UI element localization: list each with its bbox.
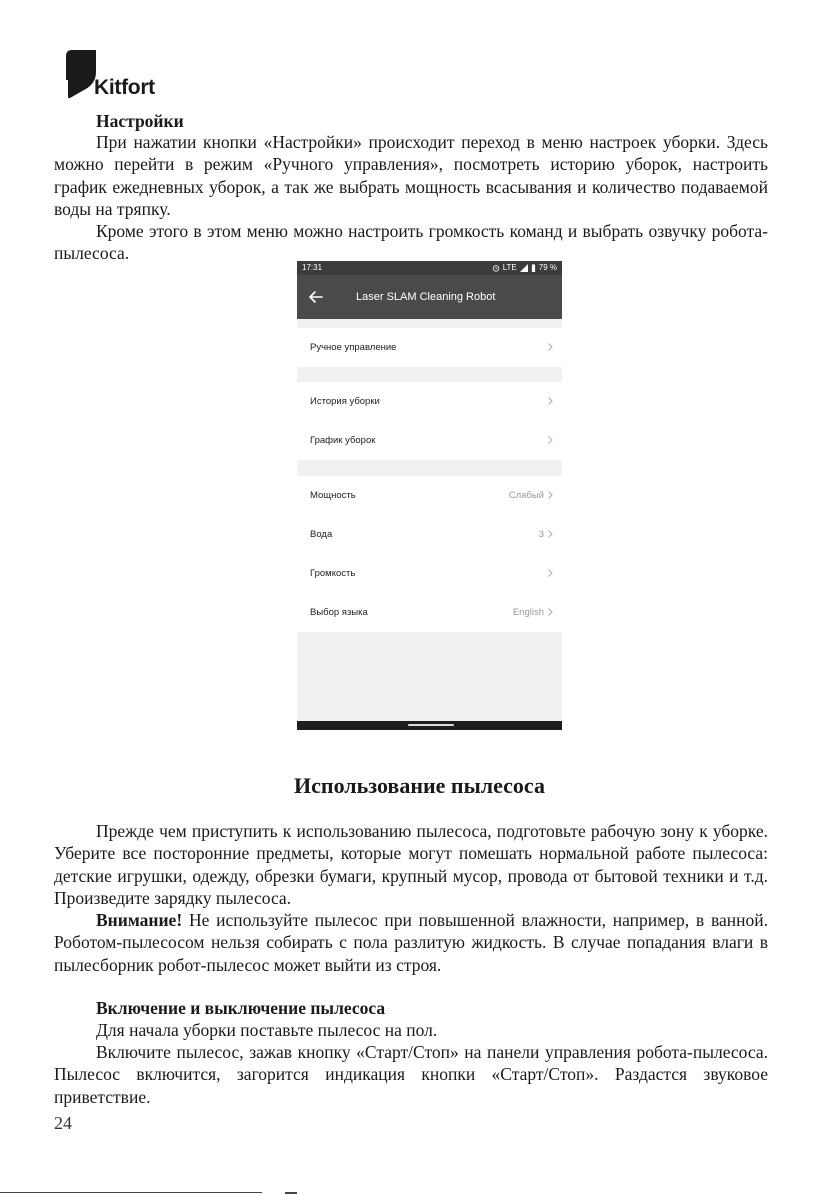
back-arrow-icon[interactable] [307, 288, 325, 306]
battery-level: 79 % [538, 263, 557, 272]
usage-paragraph: Прежде чем приступить к использованию пылесоса, подготовьте рабочую зону к уборке. Уберите все посторонние предметы, которые могут помешать нормальной работе пылесоса: детские игрушки, одежду, обрезки бумаги, крупный мусор, провода от бытовой техники и т.д. Произведите зарядку пылесоса. [54, 821, 768, 908]
menu-item-label: Ручное управление [310, 342, 397, 353]
power-paragraph-1: Для начала уборки поставьте пылесос на пол. [96, 1020, 438, 1040]
menu-item-volume[interactable] [297, 554, 562, 593]
status-indicators [492, 261, 557, 275]
brand-name: Kitfort [94, 76, 155, 99]
home-indicator[interactable] [408, 724, 454, 726]
app-title: Laser SLAM Cleaning Robot [356, 291, 496, 303]
chevron-right-icon [546, 343, 554, 351]
battery-icon [531, 264, 536, 272]
menu-item-label: История уборки [310, 396, 380, 407]
page-number: 24 [54, 1113, 72, 1133]
menu-item-label: Мощность [310, 490, 356, 501]
chevron-right-icon [546, 530, 554, 538]
chevron-right-icon [546, 397, 554, 405]
kitfort-logo-icon [66, 50, 96, 100]
signal-icon [520, 264, 528, 272]
menu-item-language[interactable] [297, 593, 562, 632]
alarm-icon [492, 264, 500, 272]
warning-paragraph [54, 909, 768, 976]
menu-item-label: Вода [310, 529, 333, 540]
settings-heading: Настройки [96, 111, 184, 131]
warning-label: Внимание! [96, 910, 183, 930]
chevron-right-icon [546, 491, 554, 499]
app-bar [297, 275, 562, 319]
menu-item-cleaning-schedule[interactable] [297, 421, 562, 460]
status-bar [297, 261, 562, 275]
chevron-right-icon [546, 436, 554, 444]
settings-paragraph-2: Кроме этого в этом меню можно настроить громкость команд и выбрать озвучку робота-пылесоса. [54, 221, 768, 264]
menu-item-manual-control[interactable] [297, 328, 562, 367]
menu-item-value: English [512, 607, 544, 618]
menu-item-power[interactable] [297, 476, 562, 515]
status-time: 17:31 [302, 263, 323, 272]
footer-rule [0, 1192, 262, 1193]
nav-bar [297, 721, 562, 730]
warning-text: Не используйте пылесос при повышенной влажности, например, в ванной. Роботом-пылесосом нельзя собирать с пола разлитую жидкость. В случае попадания влаги в пылесборник робот-пылесос может выйти из строя. [54, 910, 768, 975]
settings-paragraph-1: При нажатии кнопки «Настройки» происходит переход в меню настроек уборки. Здесь можно перейти в режим «Ручного управления», посмотреть историю уборок, настроить график ежедневных уборок, а так же выбрать мощность всасывания и количество подаваемой воды на тряпку. [54, 132, 768, 219]
menu-group-device [297, 476, 562, 632]
menu-item-label: Выбор языка [310, 607, 368, 618]
menu-item-water[interactable] [297, 515, 562, 554]
menu-item-label: Громкость [310, 568, 356, 579]
chevron-right-icon [546, 608, 554, 616]
menu-item-label: График уборок [310, 435, 376, 446]
power-paragraph-2: Включите пылесос, зажав кнопку «Старт/Стоп» на панели управления робота-пылесоса. Пылесос включится, загорится индикация кнопки «Старт/Стоп». Раздастся звуковое приветствие. [54, 1042, 768, 1107]
phone-screenshot [297, 261, 562, 730]
power-heading: Включение и выключение пылесоса [96, 998, 386, 1018]
menu-group-history [297, 382, 562, 460]
chevron-right-icon [546, 569, 554, 577]
section-title: Использование пылесоса [294, 773, 545, 798]
menu-item-cleaning-history[interactable] [297, 382, 562, 421]
menu-item-value: 3 [538, 529, 544, 540]
menu-item-value: Слабый [508, 490, 544, 501]
network-label: LTE [502, 263, 517, 272]
